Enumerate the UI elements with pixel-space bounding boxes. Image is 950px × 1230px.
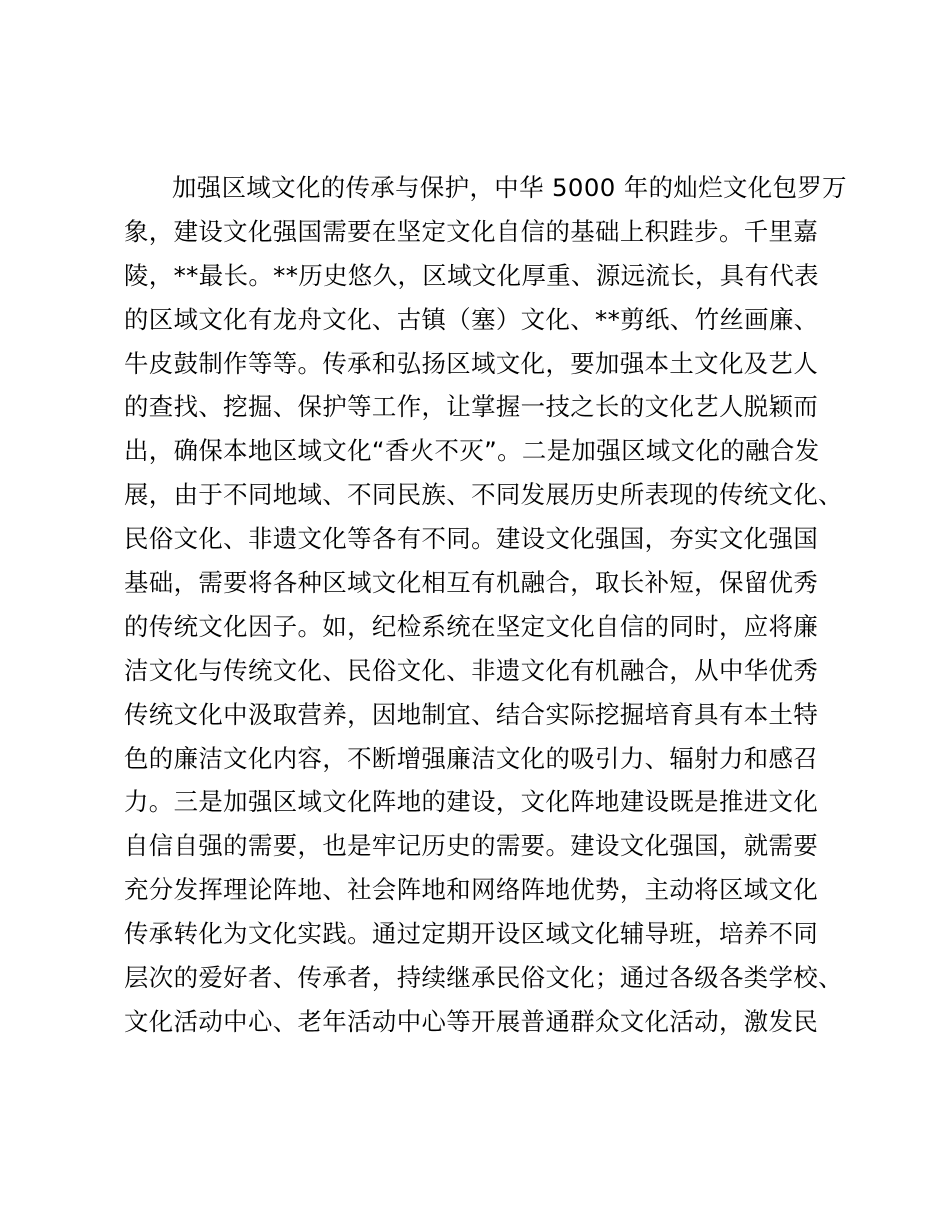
text-line: 的区域文化有龙舟文化、古镇（塞）文化、**剪纸、竹丝画廉、	[124, 304, 819, 334]
text-line: 象，建设文化强国需要在坚定文化自信的基础上积跬步。千里嘉	[124, 216, 819, 246]
text-line: 传统文化中汲取营养，因地制宜、结合实际挖掘培育具有本土特	[124, 699, 819, 729]
text-line: 牛皮鼓制作等等。传承和弘扬区域文化，要加强本土文化及艺人	[124, 348, 819, 378]
text-line: 基础，需要将各种区域文化相互有机融合，取长补短，保留优秀	[124, 568, 819, 598]
text-line: 出，确保本地区域文化“香火不灭”。二是加强区域文化的融合发	[124, 436, 820, 466]
text-line: 陵，**最长。**历史悠久，区域文化厚重、源远流长，具有代表	[124, 260, 819, 290]
text-line: 文化活动中心、老年活动中心等开展普通群众文化活动，激发民	[124, 1006, 819, 1036]
text-line: 充分发挥理论阵地、社会阵地和网络阵地优势，主动将区域文化	[124, 875, 819, 905]
text-line: 自信自强的需要，也是牢记历史的需要。建设文化强国，就需要	[124, 831, 819, 861]
text-line: 传承转化为文化实践。通过定期开设区域文化辅导班，培养不同	[124, 919, 819, 949]
text-line: 民俗文化、非遗文化等各有不同。建设文化强国，夯实文化强国	[124, 524, 819, 554]
body-paragraph	[124, 166, 847, 1044]
text-line: 力。三是加强区域文化阵地的建设，文化阵地建设既是推进文化	[124, 787, 819, 817]
text-line: 色的廉洁文化内容，不断增强廉洁文化的吸引力、辐射力和感召	[124, 743, 819, 773]
text-line: 展，由于不同地域、不同民族、不同发展历史所表现的传统文化、	[124, 480, 843, 510]
text-line: 层次的爱好者、传承者，持续继承民俗文化；通过各级各类学校、	[124, 963, 843, 993]
text-line: 加强区域文化的传承与保护，中华 5000 年的灿烂文化包罗万	[172, 173, 847, 202]
text-line: 的传统文化因子。如，纪检系统在坚定文化自信的同时，应将廉	[124, 611, 819, 641]
text-line: 洁文化与传统文化、民俗文化、非遗文化有机融合，从中华优秀	[124, 655, 819, 685]
text-line: 的查找、挖掘、保护等工作，让掌握一技之长的文化艺人脱颖而	[124, 392, 819, 422]
